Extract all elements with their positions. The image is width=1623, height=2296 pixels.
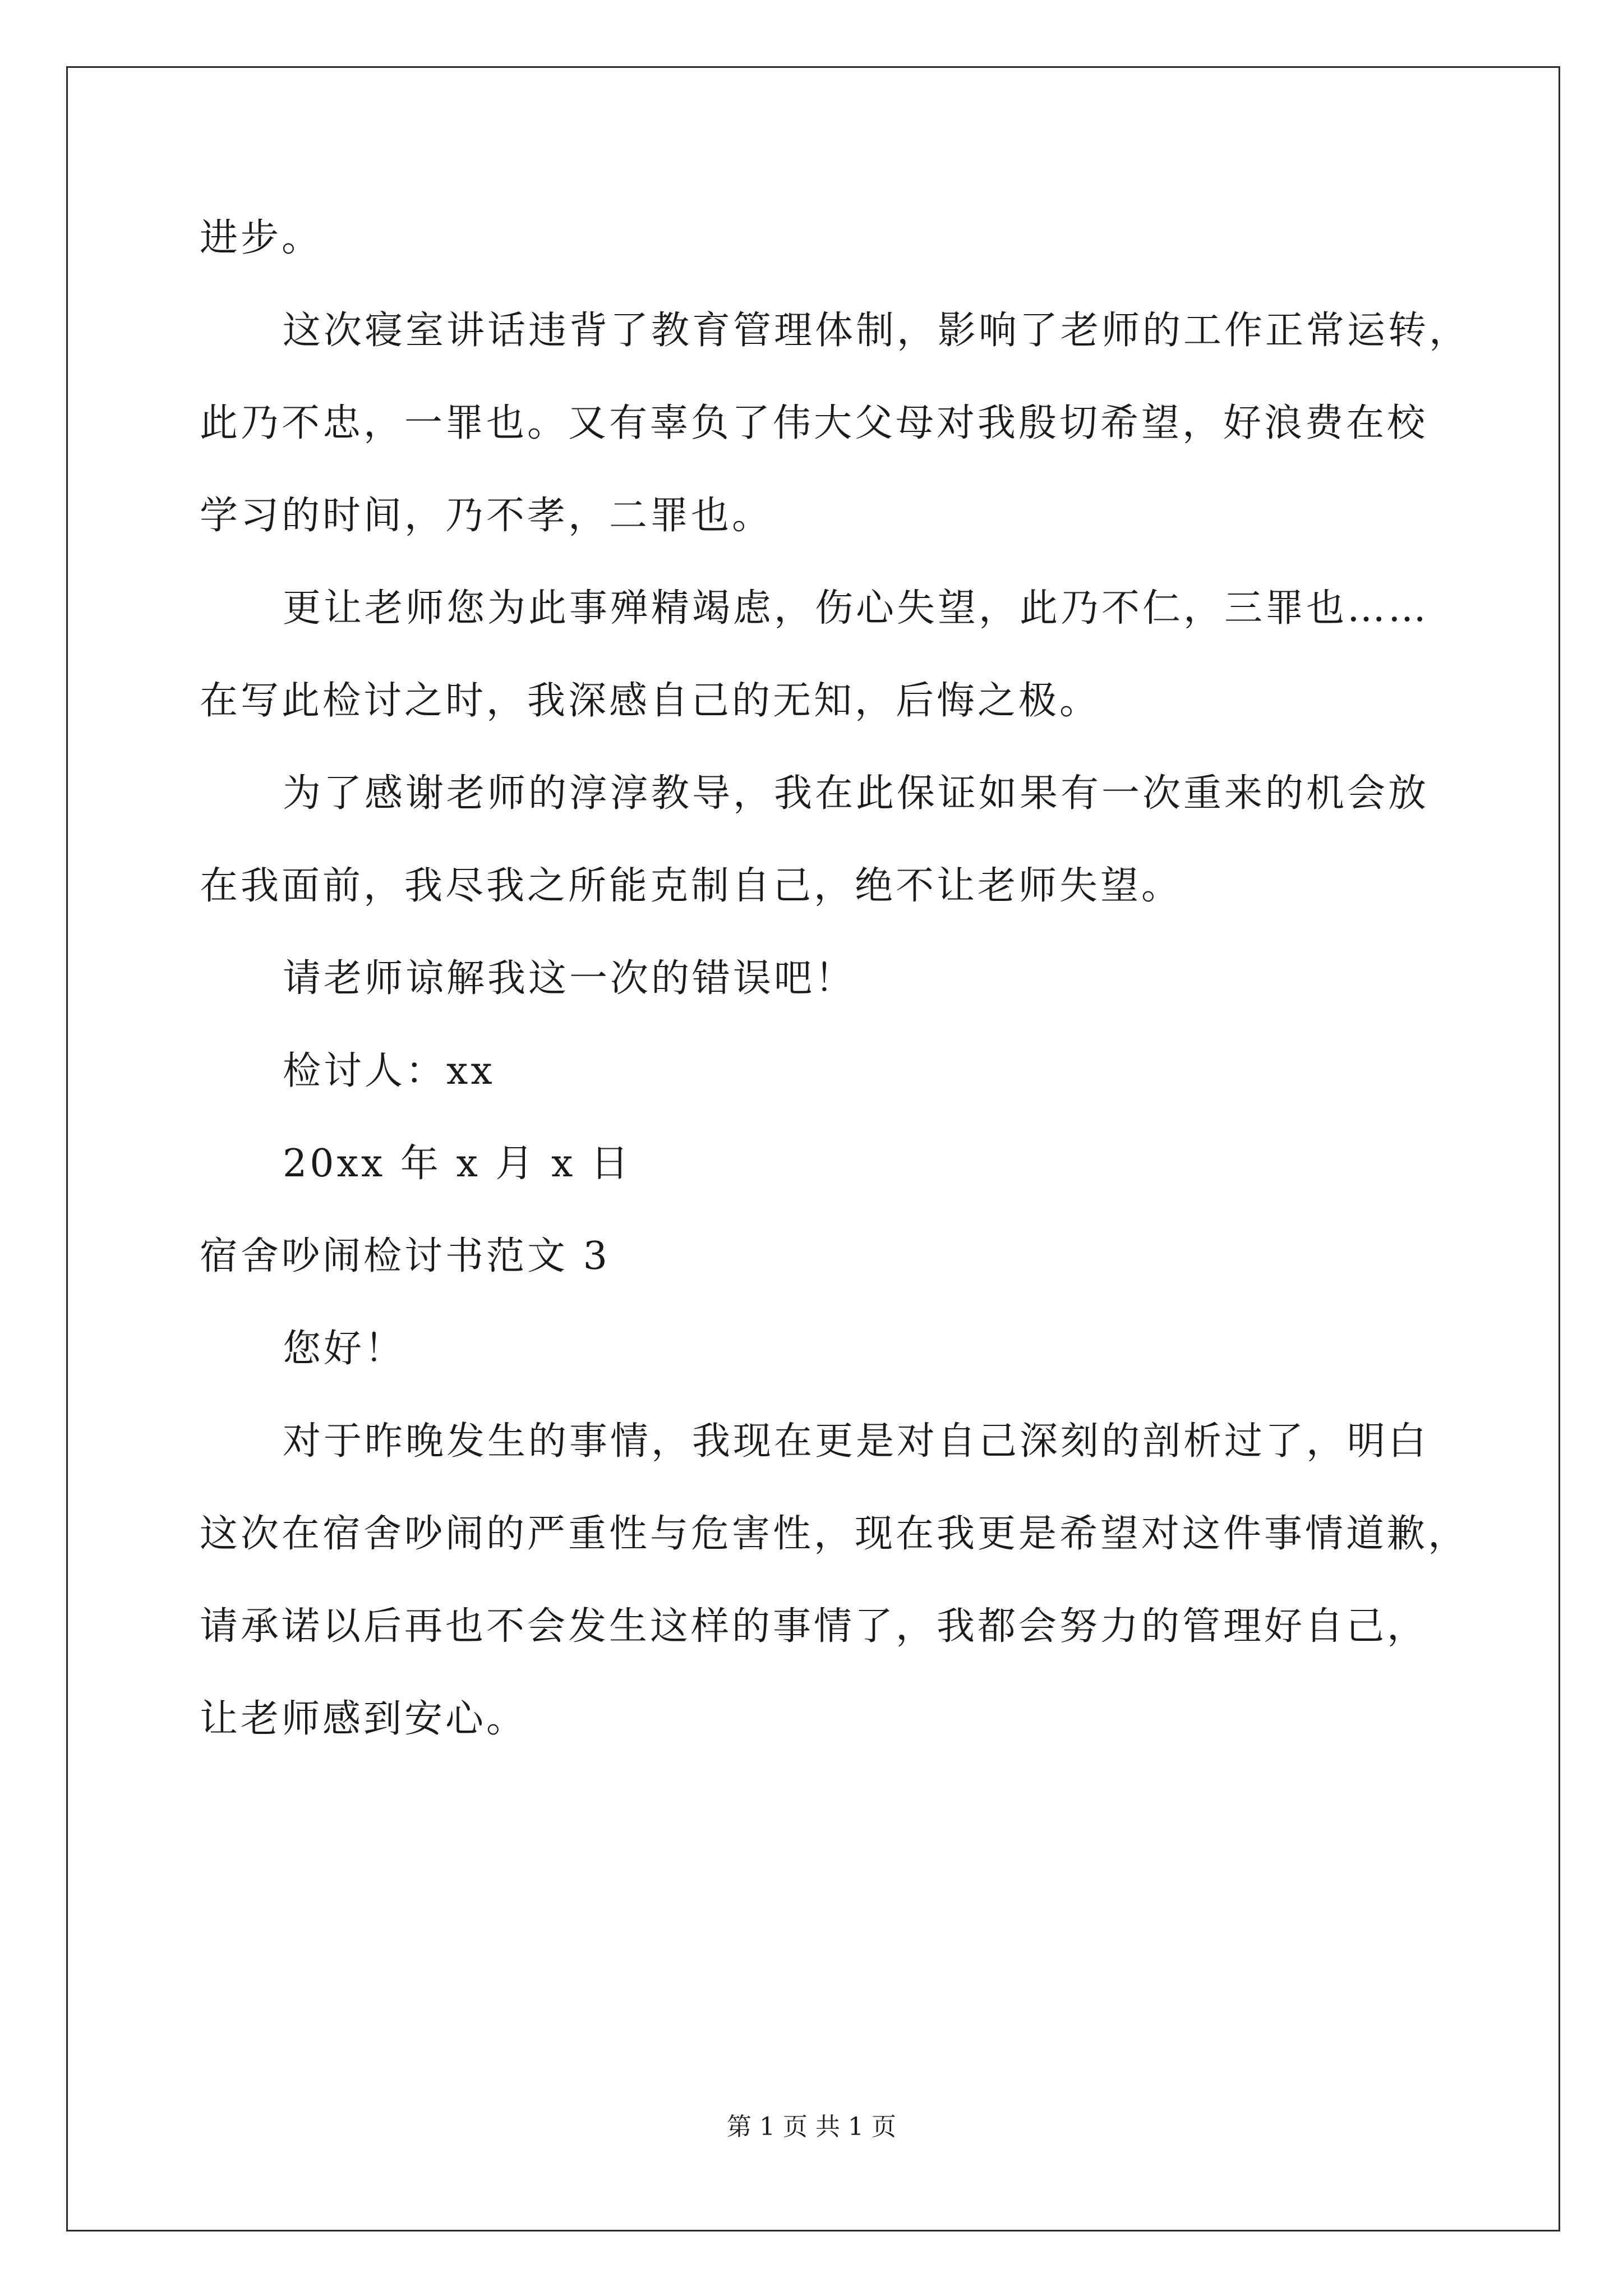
text-line: 请老师谅解我这一次的错误吧！ — [283, 956, 856, 1001]
text-line: 为了感谢老师的淳淳教导，我在此保证如果有一次重来的机会放 — [283, 771, 1430, 816]
page-footer: 第 1 页 共 1 页 — [727, 2113, 896, 2141]
text-line: 这次寝室讲话违背了教育管理体制，影响了老师的工作正常运转， — [283, 309, 1470, 353]
date-line: 20xx 年 x 月 x 日 — [283, 1142, 632, 1186]
signature-line: 检讨人：xx — [283, 1049, 495, 1093]
text-line: 更让老师您为此事殚精竭虑，伤心失望，此乃不仁，三罪也…… — [283, 586, 1430, 631]
text-line: 这次在宿舍吵闹的严重性与危害性，现在我更是希望对这件事情道歉， — [200, 1512, 1469, 1556]
text-line: 让老师感到安心。 — [200, 1697, 528, 1741]
text-line: 请承诺以后再也不会发生这样的事情了，我都会努力的管理好自己， — [200, 1604, 1428, 1649]
text-line: 在我面前，我尽我之所能克制自己，绝不让老师失望。 — [200, 864, 1183, 908]
text-line: 此乃不忠，一罪也。又有辜负了伟大父母对我殷切希望，好浪费在校 — [200, 401, 1428, 445]
text-line: 在写此检讨之时，我深感自己的无知，后悔之极。 — [200, 679, 1101, 723]
section-heading: 宿舍吵闹检讨书范文 3 — [200, 1234, 610, 1278]
text-line: 进步。 — [200, 216, 323, 260]
text-line: 学习的时间，乃不孝，二罪也。 — [200, 494, 773, 538]
text-line: 对于昨晚发生的事情，我现在更是对自己深刻的剖析过了，明白 — [283, 1419, 1430, 1464]
greeting-line: 您好！ — [283, 1327, 406, 1371]
